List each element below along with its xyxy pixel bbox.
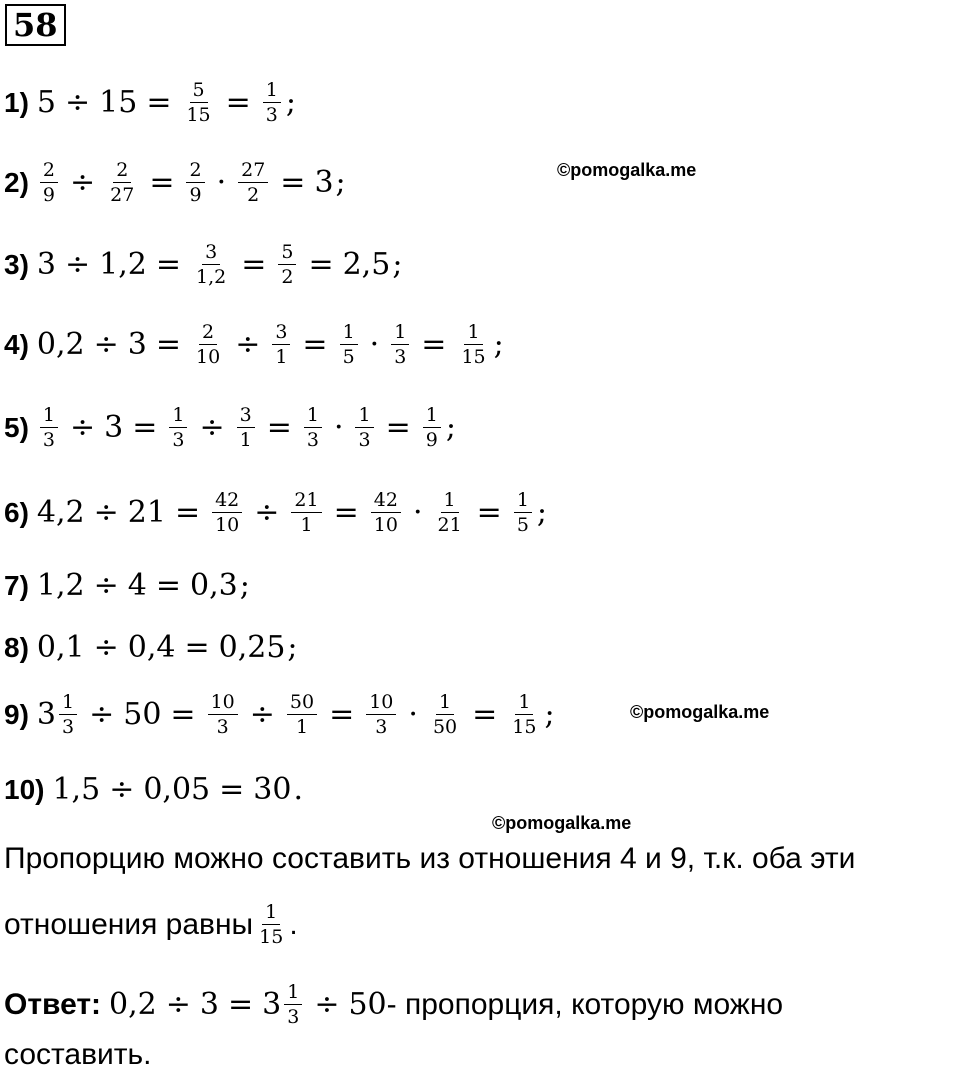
solution-item [4,240,402,289]
denominator: 2 [281,266,294,288]
numerator: 1 [263,78,281,103]
solution-item [4,690,555,739]
fraction [340,320,358,369]
denominator: 10 [196,346,221,368]
operator: = [385,410,411,445]
fraction [208,690,238,739]
operator: = [174,495,201,530]
operator: = [146,85,172,120]
numerator: 50 [287,690,317,715]
answer-line [4,980,783,1029]
item-number: 4) [4,328,29,360]
number: 4,2 [36,495,85,530]
punctuation: ; [335,165,346,200]
watermark: ©pomogalka.me [492,813,632,833]
operator: = [149,165,175,200]
fraction: $\frac{1}{15}$ [259,901,284,948]
numerator: 1 [423,403,441,428]
numerator: 1 [40,403,58,428]
denominator: 3 [306,429,319,451]
fraction [366,690,396,739]
denominator: 9 [42,184,55,206]
operator: = [170,697,196,732]
operator: = [225,85,251,120]
operator: ÷ [235,327,261,362]
fraction [263,78,281,127]
answer-math [109,980,387,1029]
operator: = [155,568,181,603]
number: 0,1 [36,630,85,665]
numerator: 42 [371,488,401,513]
solution-item [4,568,250,603]
operator: = [266,410,292,445]
operator: = [476,495,502,530]
fraction [514,488,532,537]
number: 1,2 [99,247,147,282]
watermark: ©pomogalka.me [557,160,697,180]
operator: = [155,327,181,362]
denominator: 50 [432,716,458,738]
item-number: 8) [4,631,29,663]
expression [37,568,250,603]
denominator: 3 [265,104,278,126]
fraction [278,240,296,289]
number: 1,5 [52,772,101,807]
numerator: 1 [515,690,533,715]
fraction [371,488,401,537]
operator: · [412,495,423,530]
item-number: 9) [4,698,29,730]
numerator: 1 [355,403,373,428]
operator: = [333,495,359,530]
expression [37,690,555,739]
operator: ÷ [249,697,275,732]
numerator: 1 [391,320,409,345]
number: 15 [99,85,138,120]
denominator: 27 [110,184,135,206]
number: 5 [36,85,56,120]
number: 3 [36,247,56,282]
numerator: 2 [199,320,217,345]
denominator: 5 [342,346,355,368]
number: 0,3 [190,568,238,603]
denominator: 9 [189,184,202,206]
denominator: 1 [300,514,313,536]
numerator: 1 [436,690,454,715]
expression [37,320,504,369]
fraction [237,403,255,452]
operator: = [308,247,334,282]
numerator: 3 [237,403,255,428]
denominator: 21 [437,514,462,536]
operator: = [472,697,498,732]
punctuation: ; [392,247,403,282]
fraction [287,690,317,739]
denominator: 3 [62,716,75,738]
denominator: 15 [186,104,211,126]
fraction [284,980,302,1029]
punctuation: ; [445,410,456,445]
denominator: 15 [512,716,537,738]
numerator: 1 [441,488,459,513]
number: 21 [127,495,166,530]
solution-item [4,772,303,807]
denominator: 3 [172,429,185,451]
number: 3 [262,987,282,1022]
operator: · [333,410,344,445]
numerator: 10 [208,690,238,715]
item-number: 7) [4,569,29,601]
punctuation: ; [536,495,548,530]
fraction [107,158,137,207]
punctuation: ; [544,697,555,732]
operator: ÷ [65,85,91,120]
fraction [59,690,77,739]
numerator: 1 [514,488,532,513]
denominator: 9 [425,429,438,451]
item-number: 6) [4,496,29,528]
solution-item [4,78,296,127]
numerator: 1 [284,980,302,1005]
denominator: 3 [287,1006,300,1028]
item-number: 10) [4,773,45,805]
answer-label: Ответ: [4,987,102,1021]
number: 0,2 [109,987,157,1022]
numerator: 1 [464,320,482,345]
operator: = [302,327,328,362]
fraction [458,320,488,369]
operator: = [421,327,447,362]
operator: · [369,327,380,362]
fraction [169,403,187,452]
item-number: 3) [4,248,29,280]
operator: ÷ [65,247,91,282]
denominator: 15 [461,346,486,368]
operator: ÷ [93,327,119,362]
fraction [430,690,460,739]
numerator: 1 [169,403,187,428]
operator: = [184,630,210,665]
operator: = [155,247,181,282]
number: 50 [123,697,162,732]
operator: = [241,247,267,282]
expression [37,630,298,665]
number: 30 [253,772,292,807]
denominator: 1,2 [196,266,227,288]
operator: ÷ [93,630,119,665]
punctuation: . [293,772,303,807]
number: 4 [127,568,147,603]
operator: = [219,772,245,807]
denominator: 10 [373,514,398,536]
number: 3 [127,327,147,362]
numerator: 5 [190,78,208,103]
solution-item [4,630,298,665]
operator: = [329,697,355,732]
number: 1,2 [36,568,85,603]
operator: = [280,165,306,200]
numerator: 27 [238,158,268,183]
denominator: 1 [295,716,309,738]
denominator: 1 [239,429,252,451]
expression [52,772,303,807]
operator: ÷ [70,410,96,445]
denominator: 3 [358,429,371,451]
operator: ÷ [93,495,119,530]
numerator: 2 [113,158,131,183]
expression [37,158,346,207]
expression [37,488,547,537]
punctuation: ; [285,85,296,120]
fraction [423,403,441,452]
conclusion-line-2: отношения равны $\frac{1}{15}$ . [4,901,298,948]
expression [37,403,456,452]
item-number: 1) [4,86,29,118]
denominator: 3 [42,429,55,451]
fraction [391,320,409,369]
operator: ÷ [314,987,340,1022]
denominator: 2 [247,184,260,206]
fraction [212,488,242,537]
numerator: 3 [202,240,220,265]
number: 2,5 [342,247,391,282]
fraction [509,690,539,739]
expression [37,78,296,127]
numerator: 5 [278,240,296,265]
number: 3 [314,165,334,200]
number: 0,05 [143,772,211,807]
solution-item [4,320,504,369]
operator: ÷ [93,568,119,603]
numerator: 1 [59,690,77,715]
answer-text: - пропорция, которую можно [386,987,784,1021]
number: 0,2 [36,327,85,362]
operator: · [408,697,418,732]
number: 3 [36,697,56,732]
fraction [272,320,290,369]
operator: = [228,987,254,1022]
denominator: 3 [394,346,407,368]
denominator: 10 [215,514,240,536]
denominator: 3 [216,716,229,738]
conclusion-line-1: Пропорцию можно составить из отношения 4 и 9, т.к. оба эти [4,842,856,875]
fraction [183,78,213,127]
operator: ÷ [70,165,96,200]
fraction [434,488,464,537]
watermark: ©pomogalka.me [630,702,770,722]
numerator: 2 [186,158,204,183]
fraction [304,403,322,452]
number: 3 [199,987,219,1022]
denominator: 1 [275,346,288,368]
fraction [40,158,58,207]
operator: · [216,165,227,200]
item-number: 5) [4,411,29,443]
fraction [238,158,268,207]
numerator: 21 [291,488,321,513]
fraction [193,240,229,289]
operator: ÷ [254,495,280,530]
fraction [291,488,321,537]
punctuation: ; [239,568,250,603]
numerator: 10 [366,690,396,715]
fraction [186,158,204,207]
solution-item [4,158,346,207]
task-number: 58 [5,4,66,46]
answer-line-2: составить. [4,1038,152,1071]
operator: ÷ [109,772,135,807]
fraction [40,403,58,452]
punctuation: ; [493,327,504,362]
item-number: 2) [4,166,29,198]
number: 0,25 [218,630,286,665]
numerator: 42 [212,488,242,513]
operator: ÷ [165,987,191,1022]
denominator: 5 [516,514,529,536]
fraction [193,320,223,369]
operator: ÷ [199,410,225,445]
operator: = [132,410,158,445]
fraction [355,403,373,452]
number: 50 [348,987,387,1022]
solution-item [4,403,456,452]
number: 0,4 [127,630,176,665]
numerator: 2 [40,158,58,183]
punctuation: ; [287,630,298,665]
number: 3 [104,410,124,445]
solution-item [4,488,547,537]
expression [37,240,403,289]
denominator: 3 [375,716,388,738]
operator: ÷ [89,697,115,732]
numerator: 1 [340,320,358,345]
numerator: 3 [272,320,290,345]
numerator: 1 [304,403,322,428]
